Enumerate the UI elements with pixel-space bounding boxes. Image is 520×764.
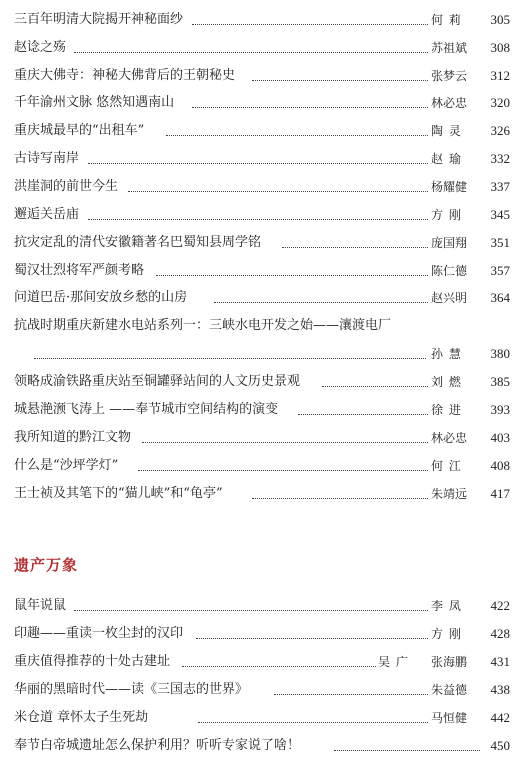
entry-page: 422 bbox=[490, 598, 510, 613]
dot-leader bbox=[74, 52, 430, 53]
dot-leader bbox=[142, 442, 430, 443]
dot-leader bbox=[334, 750, 480, 751]
dot-leader bbox=[74, 610, 430, 611]
entry-page: 312 bbox=[490, 68, 510, 83]
dot-leader bbox=[156, 275, 430, 276]
entry-title: 千年渝州文脉 悠然知遇南山 bbox=[14, 92, 176, 114]
toc-entry[interactable] bbox=[14, 176, 510, 198]
toc-entry[interactable] bbox=[14, 204, 510, 226]
entry-author: 赵 瑜 bbox=[429, 148, 464, 170]
dot-leader bbox=[128, 191, 430, 192]
dot-leader bbox=[252, 498, 430, 499]
entry-page: 442 bbox=[490, 710, 510, 725]
entry-page: 351 bbox=[490, 235, 510, 250]
toc-entry[interactable] bbox=[14, 595, 510, 617]
dot-leader bbox=[274, 694, 430, 695]
dot-leader bbox=[88, 163, 430, 164]
toc-entry[interactable] bbox=[14, 148, 510, 170]
entry-title: 城悬滟滪飞涛上 ——奉节城市空间结构的演变 bbox=[14, 399, 280, 421]
entry-title: 王士祯及其笔下的“猫儿峡”和“龟亭” bbox=[14, 483, 225, 505]
entry-author: 方 刚 bbox=[429, 623, 464, 645]
entry-page: 393 bbox=[490, 402, 510, 417]
entry-title: 领略成渝铁路重庆站至铜罐驿站间的人文历史景观 bbox=[14, 371, 302, 393]
entry-title: 重庆大佛寺：神秘大佛背后的王朝秘史 bbox=[14, 65, 237, 87]
toc-entry[interactable] bbox=[14, 287, 510, 309]
entry-title: 洪崖洞的前世今生 bbox=[14, 176, 120, 198]
entry-title: 什么是“沙坪学灯” bbox=[14, 455, 120, 477]
entry-title: 华丽的黑暗时代——读《三国志的世界》 bbox=[14, 679, 250, 701]
dot-leader bbox=[34, 358, 426, 359]
entry-page: 428 bbox=[490, 626, 510, 641]
entry-author: 林必忠 bbox=[429, 92, 469, 114]
dot-leader bbox=[166, 135, 430, 136]
dot-leader bbox=[182, 666, 376, 667]
entry-page: 326 bbox=[490, 123, 510, 138]
entry-page: 332 bbox=[490, 151, 510, 166]
entry-page: 431 bbox=[490, 654, 510, 669]
entry-author: 徐 进 bbox=[429, 399, 464, 421]
entry-title: 奉节白帝城遗址怎么保护利用？听听专家说了啥！ bbox=[14, 735, 302, 757]
toc-entry[interactable] bbox=[14, 735, 510, 757]
entry-page: 345 bbox=[490, 207, 510, 222]
entry-author: 刘 燃 bbox=[429, 371, 464, 393]
entry-author: 孙 慧 bbox=[429, 343, 464, 365]
toc-entry[interactable] bbox=[14, 455, 510, 477]
dot-leader bbox=[322, 386, 430, 387]
entry-page: 408 bbox=[490, 458, 510, 473]
entry-page: 380 bbox=[490, 346, 510, 361]
toc-entry[interactable] bbox=[14, 427, 510, 449]
entry-page: 417 bbox=[490, 486, 510, 501]
entry-author: 陶 灵 bbox=[429, 120, 464, 142]
entry-page: 403 bbox=[490, 430, 510, 445]
dot-leader bbox=[252, 80, 430, 81]
entry-title: 邂逅关岳庙 bbox=[14, 204, 81, 226]
entry-author: 朱靖远 bbox=[429, 483, 469, 505]
toc-entry[interactable] bbox=[14, 483, 510, 505]
dot-leader bbox=[298, 414, 430, 415]
toc-entry[interactable] bbox=[14, 315, 510, 365]
entry-page: 438 bbox=[490, 682, 510, 697]
entry-title: 印趣——重读一枚尘封的汉印 bbox=[14, 623, 185, 645]
entry-author: 陈仁德 bbox=[429, 260, 469, 282]
section-heading: 遗产万象 bbox=[14, 556, 79, 574]
entry-title: 抗灾定乱的清代安徽籍著名巴蜀知县周学铭 bbox=[14, 232, 263, 254]
entry-author: 张海鹏 bbox=[429, 651, 469, 673]
entry-page: 385 bbox=[490, 374, 510, 389]
entry-author: 林必忠 bbox=[429, 427, 469, 449]
entry-page: 337 bbox=[490, 179, 510, 194]
dot-leader bbox=[198, 722, 430, 723]
entry-author: 何 莉 bbox=[429, 9, 464, 31]
entry-author: 苏祖斌 bbox=[429, 37, 469, 59]
toc-entry[interactable] bbox=[14, 65, 510, 87]
entry-title: 古诗写南岸 bbox=[14, 148, 81, 170]
toc-entry[interactable] bbox=[14, 623, 510, 645]
toc-entry[interactable] bbox=[14, 651, 510, 673]
entry-author: 张梦云 bbox=[429, 65, 469, 87]
entry-title: 米仓道 章怀太子生死劫 bbox=[14, 707, 150, 729]
toc-entry[interactable] bbox=[14, 232, 510, 254]
toc-entry[interactable] bbox=[14, 9, 510, 31]
dot-leader bbox=[88, 219, 430, 220]
entry-author-extra: 吴 广 bbox=[376, 651, 411, 673]
entry-page: 450 bbox=[490, 738, 510, 753]
entry-title: 我所知道的黔江文物 bbox=[14, 427, 133, 449]
entry-title: 鼠年说鼠 bbox=[14, 595, 68, 617]
toc-entry[interactable] bbox=[14, 399, 510, 421]
entry-author: 何 江 bbox=[429, 455, 464, 477]
entry-author: 方 刚 bbox=[429, 204, 464, 226]
toc-entry[interactable] bbox=[14, 260, 510, 282]
entry-title: 问道巴岳·那间安放乡愁的山房 bbox=[14, 287, 189, 309]
entry-title: 重庆值得推荐的十处古建址 bbox=[14, 651, 172, 673]
entry-page: 357 bbox=[490, 263, 510, 278]
entry-title: 抗战时期重庆新建水电站系列一：三峡水电开发之始——瀼渡电厂 bbox=[14, 315, 466, 337]
toc-entry[interactable] bbox=[14, 371, 510, 393]
entry-page: 364 bbox=[490, 290, 510, 305]
entry-page: 308 bbox=[490, 40, 510, 55]
toc-entry[interactable] bbox=[14, 120, 510, 142]
entry-author: 庞国翔 bbox=[429, 232, 469, 254]
entry-title: 赵谂之殇 bbox=[14, 37, 68, 59]
entry-page: 305 bbox=[490, 12, 510, 27]
entry-author: 赵兴明 bbox=[429, 287, 469, 309]
dot-leader bbox=[196, 638, 430, 639]
dot-leader bbox=[138, 470, 430, 471]
toc-entry[interactable] bbox=[14, 92, 510, 114]
dot-leader bbox=[214, 302, 430, 303]
toc-entry[interactable] bbox=[14, 707, 510, 729]
toc-entry[interactable] bbox=[14, 679, 510, 701]
entry-author: 朱益德 bbox=[429, 679, 469, 701]
dot-leader bbox=[192, 24, 442, 25]
entry-author: 杨耀健 bbox=[429, 176, 469, 198]
entry-author: 李 凤 bbox=[429, 595, 464, 617]
entry-title: 三百年明清大院揭开神秘面纱 bbox=[14, 9, 185, 31]
dot-leader bbox=[192, 107, 430, 108]
entry-title: 蜀汉壮烈将军严颜考略 bbox=[14, 260, 146, 282]
dot-leader bbox=[282, 247, 430, 248]
entry-page: 320 bbox=[490, 95, 510, 110]
entry-title: 重庆城最早的“出租车” bbox=[14, 120, 146, 142]
entry-author: 马恒健 bbox=[429, 707, 469, 729]
toc-entry[interactable] bbox=[14, 37, 510, 59]
